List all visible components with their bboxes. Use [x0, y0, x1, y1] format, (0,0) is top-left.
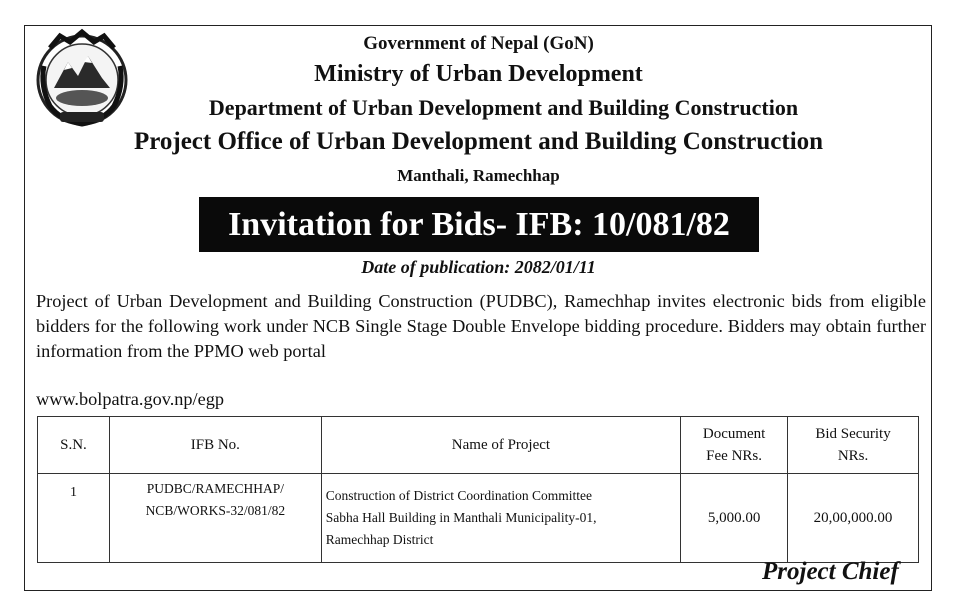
header-fee-line2: Fee NRs.	[706, 448, 763, 464]
table-row	[38, 474, 919, 563]
header-document-fee	[681, 417, 788, 474]
project-line3: Ramechhap District	[325, 532, 434, 547]
signature-project-chief: Project Chief	[762, 558, 899, 585]
header-sn: S.N.	[38, 417, 110, 474]
portal-url-link[interactable]: www.bolpatra.gov.np/egp	[36, 389, 225, 409]
cell-ifb-no	[109, 474, 321, 563]
header-fee-line1: Document	[702, 426, 766, 442]
cell-sn: 1	[38, 474, 110, 563]
ifb-title-banner: Invitation for Bids- IFB: 10/081/82	[199, 197, 759, 252]
header-project-office: Project Office of Urban Development and Building Construction	[133, 128, 824, 155]
header-location: Manthali, Ramechhap	[397, 166, 560, 185]
header-project-name: Name of Project	[321, 417, 680, 474]
header-ministry: Ministry of Urban Development	[314, 61, 643, 87]
project-line2: Sabha Hall Building in Manthali Municipality-01,	[325, 510, 597, 525]
table-header-row	[38, 417, 919, 474]
invitation-paragraph: Project of Urban Development and Building Construction (PUDBC), Ramechhap invites electronic bids from eligible bidders for the following work under NCB Single Stage Double Envelope bidding procedure. Bidders may obtain further information from the PPMO web portal	[36, 291, 926, 361]
header-government: Government of Nepal (GoN)	[363, 33, 594, 54]
publication-date: Date of publication: 2082/01/11	[361, 257, 596, 277]
project-line1: Construction of District Coordination Committee	[325, 488, 592, 503]
ifb-no-line1: PUDBC/RAMECHHAP/	[146, 481, 284, 496]
cell-bid-security: 20,00,000.00	[788, 474, 919, 563]
header-department: Department of Urban Development and Building Construction	[208, 95, 799, 120]
cell-project-name	[321, 474, 680, 563]
header-security-line1: Bid Security	[815, 426, 891, 442]
header-bid-security	[788, 417, 919, 474]
cell-document-fee: 5,000.00	[681, 474, 788, 563]
ifb-no-line2: NCB/WORKS-32/081/82	[145, 503, 286, 518]
header-security-line2: NRs.	[837, 448, 869, 464]
bids-table	[37, 416, 919, 563]
header-ifb-no: IFB No.	[109, 417, 321, 474]
